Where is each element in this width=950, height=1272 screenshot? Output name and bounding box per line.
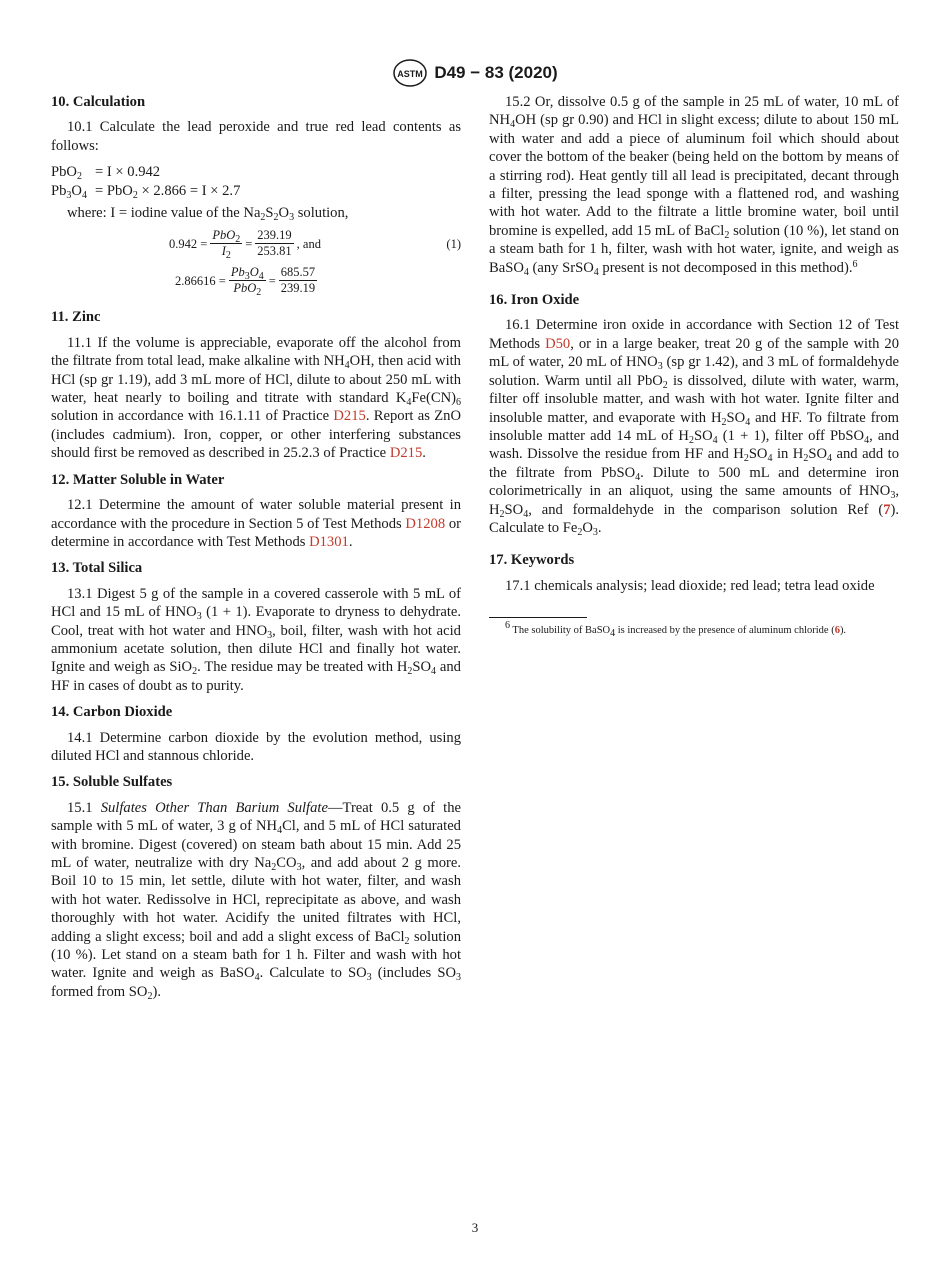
paragraph-15-1-start: 15.1 Sulfates Other Than Barium Sulfate—Treat 0.5 g of the sample with 5 mL of water, 3 g of $NH_4Cl$, and 5 mL of HCl saturated with bromine. Digest (covered) on steam bath about 15 min. Add 25 mL of water, neutralize with dry $Na_2CO_3$, and add about 2 g more. Boil 10 to 15 min, let settle, dilute with hot water, filter, and wash with hot water. Redissolve in HCl, reprecipitate as above, and wash thoroughly with hot water. Acidify the united filtrates with HCl, adding a slight excess; boil and add a slight excess of BaCl$_2$ solution (10 %). Let stand on a steam bath for 1 h. Filter and wash with hot water. Ignite and weigh as BaSO$_4$. Calculate to $SO_3$ (includes $SO_3$ formed from $SO_2$). — [51, 799, 461, 1002]
section-heading-matter-soluble: 12. Matter Soluble in Water — [51, 471, 225, 488]
section-heading-soluble-sulfates: 15. Soluble Sulfates — [51, 774, 173, 791]
paragraph-13-1: 13.1 Digest 5 g of the sample in a covered casserole with 5 mL of HCl and 15 mL of $HNO_3$ (1 + 1). Evaporate to dryness to dehydrate. Cool, treat with hot water and $HNO_3$, boil, filter, wash with hot acid ammonium acetate solution, then dilute HCl and finally hot water. Ignite and weigh as SiO$_2$. The residue may be treated with $H_2SO_4$ and HF in cases of doubt as to purity. — [51, 585, 461, 694]
section-heading-iron-oxide: 16. Iron Oxide — [489, 292, 580, 309]
formula-pb3o4: $Pb_3O_4$ = PbO$_2$ × 2.866 = I × 2.7 — [51, 182, 241, 201]
link-d1208[interactable]: D1208 — [405, 515, 446, 532]
equation-number: (1) — [446, 236, 461, 251]
equation-2: 2.86616 = $\frac{Pb_3O_4}{PbO_2}$ = $\frac{685.57}{239.19}$ — [175, 265, 316, 299]
link-d1301[interactable]: D1301 — [309, 533, 349, 550]
paragraph-12-1: 12.1 Determine the amount of water soluble material present in accordance with the procedure in Section 5 of Test Methods D1208 or determine in accordance with Test Methods D1301. — [51, 497, 461, 550]
ref-6-link[interactable]: 6 — [834, 625, 840, 637]
page-number: 3 — [471, 1220, 479, 1235]
paragraph-14-1: 14.1 Determine carbon dioxide by the evolution method, using diluted HCl and stannous chloride. — [51, 729, 461, 764]
footnote-divider — [489, 617, 587, 618]
where-clause: where: I = iodine value of the $Na_2S_2O_3$ solution, — [67, 205, 349, 224]
link-d50[interactable]: D50 — [545, 335, 571, 352]
link-d215-2[interactable]: D215 — [389, 445, 423, 462]
footnote-ref-6[interactable]: 6 — [852, 258, 858, 270]
page-header — [0, 58, 950, 93]
document-designation: D49 − 83 (2020) — [434, 63, 558, 82]
section-heading-total-silica: 13. Total Silica — [51, 560, 143, 577]
section-heading-keywords: 17. Keywords — [489, 552, 575, 569]
formula-block — [51, 163, 461, 200]
paragraph-17-1: 17.1 chemicals analysis; lead dioxide; red lead; tetra lead oxide — [505, 577, 875, 594]
astm-logo-icon — [392, 58, 428, 88]
link-d215[interactable]: D215 — [333, 408, 366, 425]
paragraph-10-1: 10.1 Calculate the lead peroxide and true red lead contents as follows: — [51, 119, 461, 154]
section-heading-zinc: 11. Zinc — [51, 309, 101, 326]
paragraph-11-1: 11.1 If the volume is appreciable, evaporate off the alcohol from the filtrate from total lead, make alkaline with $NH_4OH$, then acid with HCl (sp gr 1.19), add 3 mL more of HCl, dilute to about 250 mL with water, heat nearly to boiling and titrate with standard $K_4Fe(CN)_6$ solution in accordance with 16.1.11 of Practice D215. Report as ZnO (includes cadmium). Iron, copper, or other interfering substances should first be removed as described in 25.2.3 of Practice D215. — [51, 334, 461, 462]
right-column — [489, 93, 900, 640]
footnote-6: $^6$ The solubility of BaSO$_4$ is increased by the presence of aluminum chloride (6). — [505, 620, 847, 640]
svg-text:ASTM: ASTM — [397, 69, 424, 79]
section-heading-carbon-dioxide: 14. Carbon Dioxide — [51, 704, 173, 721]
paragraph-15-2: 15.2 Or, dissolve 0.5 g of the sample in 25 mL of water, 10 mL of $NH_4OH$ (sp gr 0.90) and HCl in slight excess; dilute to about 150 mL with water and add a piece of aluminum foil which should about cover the bottom of the beaker (being held on the bottom by means of a stirring rod). Heat gently till all lead is precipitated, decant through a filter, pressing the lead sponge with a flattened rod, and washing with hot water. Add to the filtrate a little bromine water, boil until bromine is expelled, add 15 mL of BaCl$_2$ solution (10 %), let stand on a steam bath for 1 h, filter, wash with hot water, ignite, and weigh as BaSO$_4$ (any SrSO$_4$ present is not decomposed in this method).$^6$ — [489, 94, 899, 278]
section-heading-calculation: 10. Calculation — [51, 94, 146, 110]
formula-pbo2: PbO$_2$ = I × 0.942 — [51, 164, 161, 183]
left-column — [51, 93, 461, 1001]
equation-1: 0.942 = $\frac{PbO_2}{I_2}$ = $\frac{239.19}{253.81}$ , and (1) — [169, 228, 461, 262]
ref-7-link[interactable]: 7 — [883, 501, 891, 518]
paragraph-16-1: 16.1 Determine iron oxide in accordance with Section 12 of Test Methods D50, or in a large beaker, treat 20 g of the sample with 20 mL of water, 20 mL of $HNO_3$ (sp gr 1.42), and 3 mL of formaldehyde solution. Warm until all PbO$_2$ is dissolved, dilute with water, warm, filter off insoluble matter, and wash with hot water. Ignite filter and insoluble matter, and evaporate with $H_2SO_4$ and HF. To filtrate from insoluble matter add 14 mL of $H_2SO_4$ (1 + 1), filter off PbSO$_4$, and wash. Dissolve the residue from HF and $H_2SO_4$ in $H_2SO_4$ and add to the filtrate from PbSO$_4$. Dilute to 500 mL and determine iron colorimetrically in an aliquot, using the same amounts of $HNO_3$, $H_2SO_4$, and formaldehyde in the comparison solution Ref (7). Calculate to $Fe_2O_3$. — [489, 317, 900, 538]
